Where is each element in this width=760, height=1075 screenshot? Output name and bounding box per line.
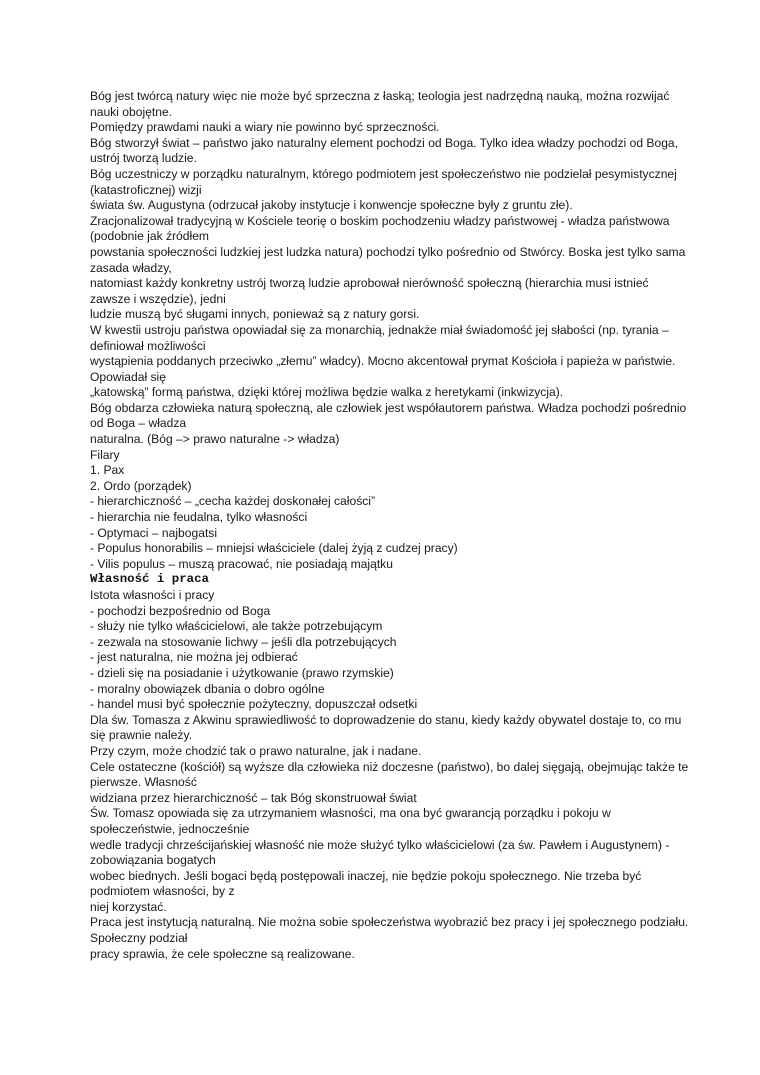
text-line: od Boga – władza (90, 416, 187, 431)
list-item: - jest naturalna, nie można jej odbierać (90, 650, 298, 665)
text-line: Pomiędzy prawdami nauki a wiary nie powinno być sprzeczności. (90, 120, 440, 135)
text-line: Filary (90, 447, 120, 462)
text-line: (podobnie jak źródłem (90, 229, 209, 244)
list-item: - hierarchia nie feudalna, tylko własności (90, 510, 308, 525)
text-line: definiował możliwości (90, 338, 206, 353)
list-item: - Populus honorabilis – mniejsi właściciele (dalej żyją z cudzej pracy) (90, 541, 458, 556)
text-line: Istota własności i pracy (90, 588, 215, 602)
text-line: „katowską” formą państwa, dzięki której możliwa będzie walka z heretykami (inkwizycja). (90, 385, 564, 400)
text-line: widziana przez hierarchiczność – tak Bóg skonstruował świat (90, 790, 417, 805)
text-line: (katastroficznej) wizji (90, 182, 202, 197)
text-line: się prawnie należy. (90, 728, 192, 743)
text-line: nauki obojętne. (90, 104, 173, 119)
text-line: zawsze i wszędzie), jedni (90, 291, 226, 306)
text-line: wystąpienia poddanych przeciwko „złemu” władcy). Mocno akcentował prymat Kościoła i papieża w państwie. (90, 354, 676, 369)
text-line: zobowiązania bogatych (90, 853, 216, 868)
text-line: Przy czym, może chodzić tak o prawo naturalne, jak i nadane. (90, 743, 422, 758)
list-item: - hierarchiczność – „cecha każdej doskonałej całości” (90, 494, 376, 509)
text-line: Społeczny podział (90, 931, 188, 946)
text-line: Dla św. Tomasza z Akwinu sprawiedliwość to doprowadzenie do stanu, kiedy każdy obywatel dostaje to, co mu (90, 712, 682, 727)
text-line: naturalna. (Bóg –> prawo naturalne -> władza) (90, 432, 340, 447)
text-line: Bóg obdarza człowieka naturą społeczną, ale człowiek jest współautorem państwa. Władza pochodzi pośrednio (90, 400, 687, 415)
text-line: ustrój tworzą ludzie. (90, 151, 197, 166)
text-line: powstania społeczności ludzkiej jest ludzka natura) pochodzi tylko pośrednio od Stwórcy. Boska jest tylko sama (90, 244, 686, 259)
list-item: - dzieli się na posiadanie i użytkowanie (prawo rzymskie) (90, 665, 394, 680)
text-line: Bóg stworzył świat – państwo jako naturalny element pochodzi od Boga. Tylko idea władzy pochodzi od Boga, (90, 135, 679, 150)
list-item: - handel musi być społecznie pożyteczny, dopuszczał odsetki (90, 697, 418, 712)
text-line: Bóg uczestniczy w porządku naturalnym, którego podmiotem jest społeczeństwo nie podzielał pesymistycznej (90, 166, 677, 181)
section-heading: Własność i praca (90, 572, 209, 587)
text-line: wedle tradycji chrześcijańskiej własność nie może służyć tylko właścicielowi (za św. Pawłem i Augustynem) - (90, 837, 670, 852)
list-item: - pochodzi bezpośrednio od Boga (90, 603, 271, 618)
list-item: - moralny obowiązek dbania o dobro ogólne (90, 681, 325, 696)
text-line: podmiotem własności, by z (90, 884, 235, 899)
text-line: W kwestii ustroju państwa opowiadał się za monarchią, jednakże miał świadomość jej słabości (np. tyrania – (90, 322, 669, 337)
text-line: Praca jest instytucją naturalną. Nie można sobie społeczeństwa wyobrazić bez pracy i jej społecznego podziału. (90, 915, 689, 930)
text-line: wobec biednych. Jeśli bogaci będą postępowali inaczej, nie będzie pokoju społecznego. Nie trzeba być (90, 868, 642, 883)
list-item: - służy nie tylko właścicielowi, ale także potrzebującym (90, 619, 383, 634)
text-line: Św. Tomasz opowiada się za utrzymaniem własności, ma ona być gwarancją porządku i pokoju w (90, 806, 611, 821)
text-line: Opowiadał się (90, 369, 166, 384)
list-item: - Vilis populus – muszą pracować, nie posiadają majątku (90, 556, 393, 571)
text-line: Zracjonalizował tradycyjną w Kościele teorię o boskim pochodzeniu władzy państwowej - władza państwowa (90, 213, 670, 228)
text-line: natomiast każdy konkretny ustrój tworzą ludzie aprobował nierówność społeczną (hierarchia musi istnieć (90, 276, 649, 291)
text-line: zasada władzy, (90, 260, 172, 275)
text-line: świata św. Augustyna (odrzucał jakoby instytucje i konwencje społeczne były z gruntu złe). (90, 198, 573, 213)
list-item: - Optymaci – najbogatsi (90, 525, 218, 540)
text-line: ludzie muszą być sługami innych, ponieważ są z natury gorsi. (90, 307, 420, 322)
document-body (90, 89, 689, 962)
list-item: 2. Ordo (porządek) (90, 478, 192, 493)
text-line: niej korzystać. (90, 899, 167, 914)
text-line: pierwsze. Własność (90, 775, 197, 790)
list-item: - zezwala na stosowanie lichwy – jeśli dla potrzebujących (90, 634, 397, 649)
text-line: Bóg jest twórcą natury więc nie może być sprzeczna z łaską; teologia jest nadrzędną nauką, można rozwijać (90, 89, 670, 103)
text-line: pracy sprawia, że cele społeczne są realizowane. (90, 946, 355, 961)
list-item: 1. Pax (90, 463, 125, 478)
text-line: Cele ostateczne (kościół) są wyższe dla człowieka niż doczesne (państwo), bo dalej sięgają, obejmując także te (90, 759, 689, 774)
text-line: społeczeństwie, jednocześnie (90, 821, 250, 836)
